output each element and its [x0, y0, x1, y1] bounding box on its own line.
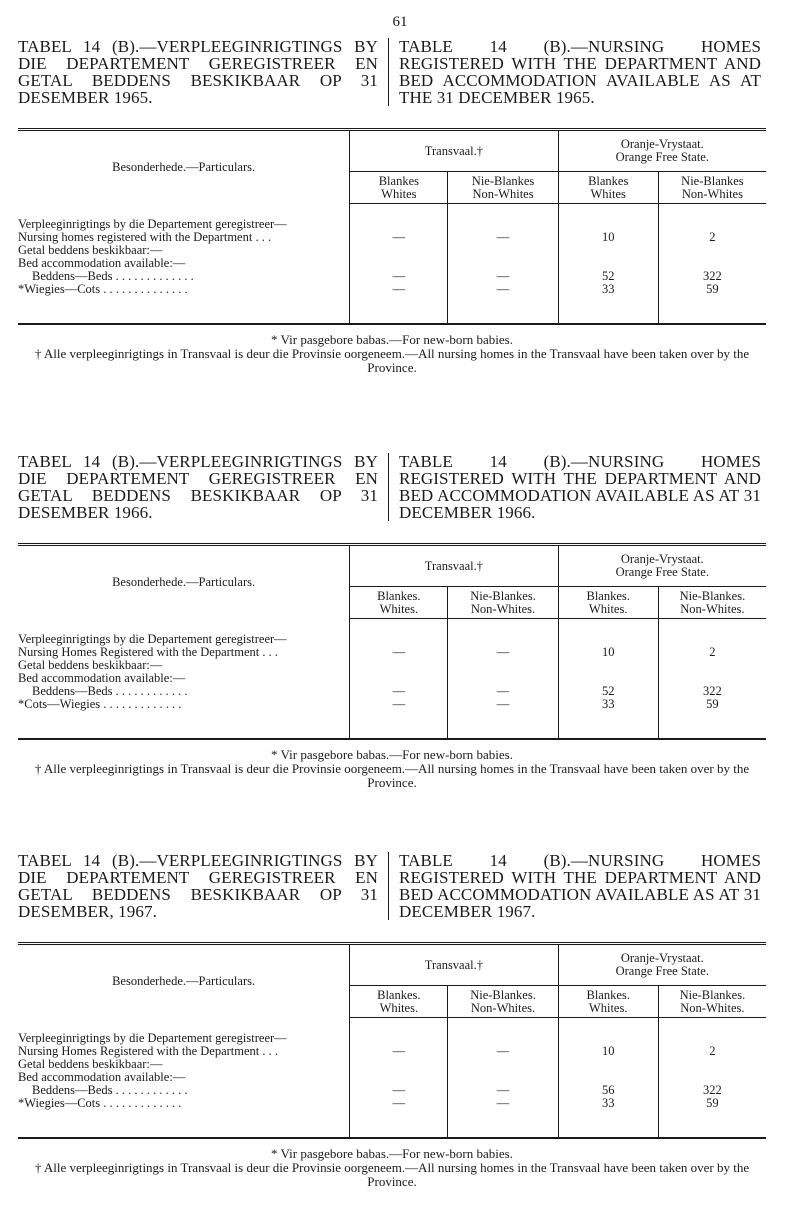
header-orange-free-state: Oranje-Vrystaat. Orange Free State.	[558, 545, 766, 587]
col-whites-transvaal	[350, 204, 448, 324]
footnote-transvaal: † Alle verpleeginrigtings in Transvaal is deur die Provinsie oorgeneem.—All nursing homes in the Transvaal have been taken over by the Province.	[34, 1159, 750, 1189]
row-label: Verpleeginrigtings by die Departement geregistreer—	[18, 1031, 287, 1045]
row-label: Getal beddens beskikbaar:—	[18, 243, 163, 257]
col-nonwhites-transvaal	[448, 619, 558, 739]
table-body-row	[18, 204, 766, 324]
row-label: Getal beddens beskikbaar:—	[18, 658, 163, 672]
header-col-nonwhites-ofs: Nie-Blankes. Non-Whites.	[658, 587, 766, 619]
header-transvaal: Transvaal.†	[350, 944, 558, 986]
header-col-nonwhites-tvl: Nie-Blankes. Non-Whites.	[448, 986, 558, 1018]
table-cell: —	[392, 269, 406, 283]
row-label: Bed accommodation available:—	[18, 256, 186, 270]
table-body-row	[18, 619, 766, 739]
header-col-whites-tvl: Blankes Whites	[350, 172, 448, 204]
table-cell: 322	[703, 684, 722, 698]
footnotes	[18, 333, 766, 375]
row-label: Nursing homes registered with the Department . . .	[18, 230, 272, 244]
table-cell: 10	[601, 230, 615, 244]
table-titles	[18, 38, 766, 106]
table-cell	[659, 244, 766, 257]
row-label: Getal beddens beskikbaar:—	[18, 1057, 163, 1071]
table-cell: 59	[706, 1096, 719, 1110]
row-label: Verpleeginrigtings by die Departement geregistreer—	[18, 217, 287, 231]
title-afrikaans: TABEL 14 (B).—VERPLEEGINRIGTINGS BY DIE DEPARTEMENT GEREGISTREER EN GETAL BEDDENS BESKIKBAAR OP 31 DESEMBER, 1967.	[18, 852, 389, 920]
footnotes	[18, 1147, 766, 1189]
header-particulars: Besonderhede.—Particulars.	[112, 159, 256, 174]
title-afrikaans: TABEL 14 (B).—VERPLEEGINRIGTINGS BY DIE DEPARTEMENT GEREGISTREER EN GETAL BEDDENS BESKIKBAAR OP 31 DESEMBER 1965.	[18, 38, 389, 106]
table-cell: —	[496, 269, 510, 283]
col-nonwhites-ofs	[658, 204, 766, 324]
header-col-whites-ofs: Blankes. Whites.	[558, 986, 658, 1018]
header-transvaal: Transvaal.†	[350, 545, 558, 587]
header-particulars: Besonderhede.—Particulars.	[112, 574, 256, 589]
table-cell: —	[496, 645, 510, 659]
col-nonwhites-transvaal	[448, 1018, 558, 1138]
col-whites-transvaal	[350, 619, 448, 739]
table-cell: —	[496, 1044, 510, 1058]
table-cell: —	[392, 1083, 406, 1097]
table-cell	[350, 1058, 447, 1071]
table-cell: —	[392, 645, 406, 659]
header-orange-free-state: Oranje-Vrystaat. Orange Free State.	[558, 130, 766, 172]
table-cell: 2	[709, 1044, 716, 1058]
row-label: *Cots—Wiegies . . . . . . . . . . . . .	[18, 697, 182, 711]
row-label: Nursing Homes Registered with the Department . . .	[18, 645, 279, 659]
table-cell: —	[496, 282, 510, 296]
table-section-2	[18, 453, 766, 790]
col-whites-ofs	[558, 204, 658, 324]
footnote-babies: * Vir pasgebore babas.—For new-born babies.	[271, 1145, 513, 1161]
row-label: Beddens—Beds . . . . . . . . . . . . .	[32, 269, 194, 283]
table-cell: 59	[706, 282, 719, 296]
col-nonwhites-ofs	[658, 619, 766, 739]
table-cell: —	[496, 230, 510, 244]
header-col-nonwhites-tvl: Nie-Blankes. Non-Whites.	[448, 587, 558, 619]
table-cell: 2	[709, 230, 716, 244]
row-labels	[18, 204, 350, 324]
table-cell: —	[392, 1096, 406, 1110]
header-transvaal: Transvaal.†	[350, 130, 558, 172]
col-whites-ofs	[558, 619, 658, 739]
nursing-homes-table	[18, 942, 766, 1139]
table-section-3	[18, 852, 766, 1189]
header-particulars: Besonderhede.—Particulars.	[112, 973, 256, 988]
table-cell	[659, 659, 766, 672]
row-label: Verpleeginrigtings by die Departement geregistreer—	[18, 632, 287, 646]
title-english: TABLE 14 (B).—NURSING HOMES REGISTERED WITH THE DEPARTMENT AND BED ACCOMMODATION AVAILABLE AS AT 31 DECEMBER 1967.	[399, 851, 761, 921]
header-col-whites-ofs: Blankes. Whites.	[558, 587, 658, 619]
table-cell: —	[392, 697, 406, 711]
table-cell	[559, 1058, 658, 1071]
table-cell: 59	[706, 697, 719, 711]
title-afrikaans: TABEL 14 (B).—VERPLEEGINRIGTINGS BY DIE DEPARTEMENT GEREGISTREER EN GETAL BEDDENS BESKIKBAAR OP 31 DESEMBER 1966.	[18, 453, 389, 521]
row-label: Bed accommodation available:—	[18, 671, 186, 685]
header-col-whites-tvl: Blankes. Whites.	[350, 587, 448, 619]
footnote-babies: * Vir pasgebore babas.—For new-born babies.	[271, 746, 513, 762]
nursing-homes-table	[18, 128, 766, 325]
header-col-nonwhites-tvl: Nie-Blankes Non-Whites	[448, 172, 558, 204]
footnote-transvaal: † Alle verpleeginrigtings in Transvaal is deur die Provinsie oorgeneem.—All nursing homes in the Transvaal have been taken over by the Province.	[34, 760, 750, 790]
table-cell: 33	[601, 1096, 615, 1110]
table-cell: 56	[601, 1083, 615, 1097]
header-col-whites-ofs: Blankes Whites	[558, 172, 658, 204]
row-label: *Wiegies—Cots . . . . . . . . . . . . . .	[18, 282, 188, 296]
table-cell: —	[392, 230, 406, 244]
title-english: TABLE 14 (B).—NURSING HOMES REGISTERED WITH THE DEPARTMENT AND BED ACCOMMODATION AVAILABLE AS AT 31 DECEMBER 1966.	[399, 452, 761, 522]
table-body-row	[18, 1018, 766, 1138]
table-section-1	[18, 38, 766, 375]
table-titles	[18, 852, 766, 920]
table-cell: 322	[703, 1083, 722, 1097]
table-cell: 52	[601, 269, 615, 283]
table-cell: 33	[601, 697, 615, 711]
title-english: TABLE 14 (B).—NURSING HOMES REGISTERED WITH THE DEPARTMENT AND BED ACCOMMODATION AVAILABLE AS AT THE 31 DECEMBER 1965.	[399, 37, 761, 107]
table-cell: —	[392, 684, 406, 698]
col-nonwhites-transvaal	[448, 204, 558, 324]
table-cell	[350, 244, 447, 257]
header-orange-free-state: Oranje-Vrystaat. Orange Free State.	[558, 944, 766, 986]
footnote-babies: * Vir pasgebore babas.—For new-born babies.	[271, 331, 513, 347]
row-label: Bed accommodation available:—	[18, 1070, 186, 1084]
table-cell: 10	[601, 645, 615, 659]
table-cell	[350, 659, 447, 672]
nursing-homes-table	[18, 543, 766, 740]
table-cell: —	[392, 282, 406, 296]
row-label: Beddens—Beds . . . . . . . . . . . .	[32, 684, 188, 698]
table-cell: —	[496, 697, 510, 711]
table-cell: —	[496, 1096, 510, 1110]
table-cell: 52	[601, 684, 615, 698]
col-nonwhites-ofs	[658, 1018, 766, 1138]
table-cell	[559, 244, 658, 257]
col-whites-ofs	[558, 1018, 658, 1138]
table-titles	[18, 453, 766, 521]
table-cell	[448, 659, 557, 672]
row-labels	[18, 1018, 350, 1138]
row-label: Beddens—Beds . . . . . . . . . . . .	[32, 1083, 188, 1097]
table-cell: 10	[601, 1044, 615, 1058]
table-cell: 33	[601, 282, 615, 296]
row-labels	[18, 619, 350, 739]
table-cell: —	[496, 684, 510, 698]
table-cell: 2	[709, 645, 716, 659]
table-cell	[448, 244, 557, 257]
footnotes	[18, 748, 766, 790]
row-label: *Wiegies—Cots . . . . . . . . . . . . .	[18, 1096, 182, 1110]
table-cell	[559, 659, 658, 672]
header-col-whites-tvl: Blankes. Whites.	[350, 986, 448, 1018]
table-cell	[448, 1058, 557, 1071]
table-cell: —	[496, 1083, 510, 1097]
page-number: 61	[392, 14, 408, 30]
table-cell	[659, 1058, 766, 1071]
table-cell: 322	[703, 269, 722, 283]
footnote-transvaal: † Alle verpleeginrigtings in Transvaal is deur die Provinsie oorgeneem.—All nursing homes in the Transvaal have been taken over by the Province.	[34, 345, 750, 375]
col-whites-transvaal	[350, 1018, 448, 1138]
header-col-nonwhites-ofs: Nie-Blankes. Non-Whites.	[658, 986, 766, 1018]
header-col-nonwhites-ofs: Nie-Blankes Non-Whites	[658, 172, 766, 204]
row-label: Nursing Homes Registered with the Department . . .	[18, 1044, 279, 1058]
table-cell: —	[392, 1044, 406, 1058]
